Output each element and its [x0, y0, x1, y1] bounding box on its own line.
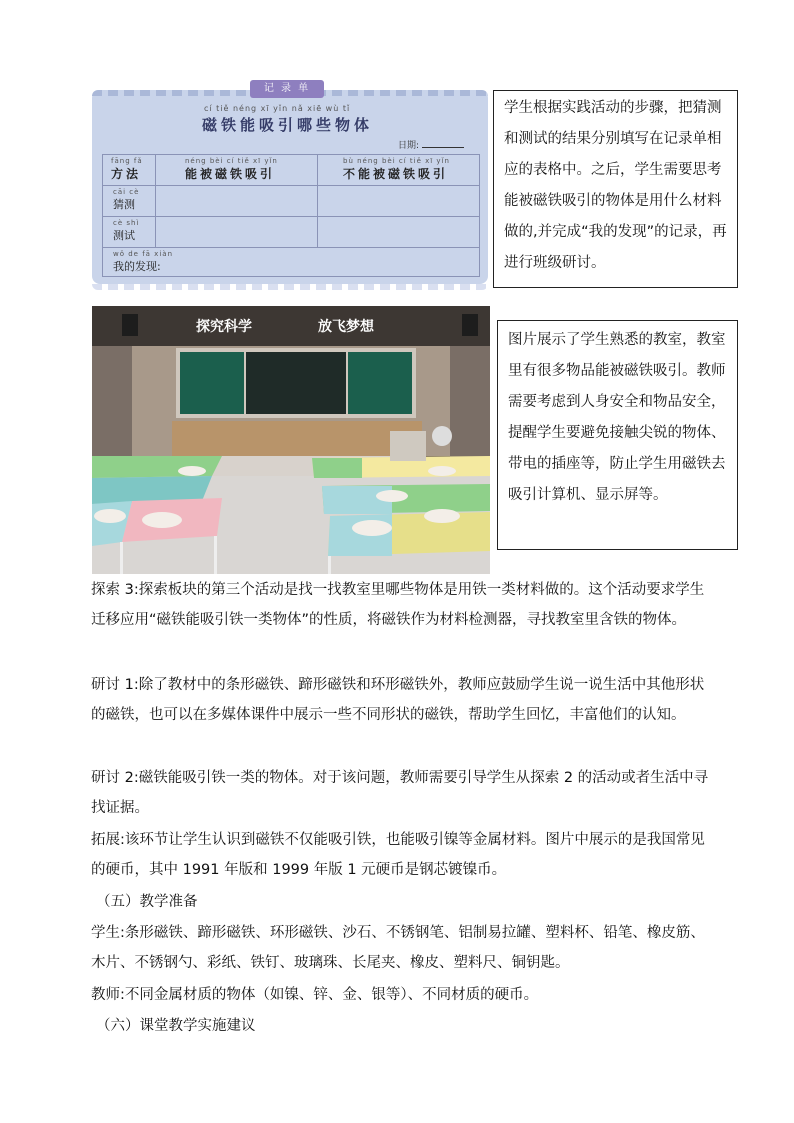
- col-divider-1: [155, 155, 156, 247]
- explanation-box-record: 学生根据实践活动的步骤，把猜测和测试的结果分别填写在记录单相应的表格中。之后，学生需要思考能被磁铁吸引的物体是用什么材料做的,并完成“我的发现”的记录，再进行班级研讨。: [493, 90, 738, 288]
- date-blank: [422, 147, 464, 148]
- title-pinyin: cí tiě néng xī yǐn nǎ xiē wù tǐ: [204, 104, 351, 113]
- row-test: cè shì 测试: [113, 219, 140, 242]
- banner-left-text: 探究科学: [196, 319, 252, 335]
- section-heading-implementation: （六）课堂教学实施建议: [96, 1018, 256, 1034]
- paragraph-explore-3: 探索 3:探索板块的第三个活动是找一找教室里哪些物体是用铁一类材料做的。这个活动要求学生迁移应用“磁铁能吸引铁一类物体”的性质，将磁铁作为材料检测器，寻找教室里含铁的物体。: [91, 582, 705, 628]
- row-divider-2: [103, 216, 479, 217]
- row-my-finding: wǒ de fā xiàn 我的发现:: [113, 250, 174, 273]
- header-can-attract: néng bèi cí tiě xī yǐn 能被磁铁吸引: [185, 157, 278, 181]
- row-guess: cāi cè 猜测: [113, 188, 140, 211]
- explanation-box-classroom: 图片展示了学生熟悉的教室，教室里有很多物品能被磁铁吸引。教师需要考虑到人身安全和物品安全，提醒学生要避免接触尖锐的物体、带电的插座等，防止学生用磁铁去吸引计算机、显示屏等。: [497, 320, 738, 550]
- date-label: 日期:: [398, 138, 464, 151]
- paragraph-extension: 拓展:该环节让学生认识到磁铁不仅能吸引铁，也能吸引镍等金属材料。图片中展示的是我国常见的硬币，其中 1991 年版和 1999 年版 1 元硬币是钢芯镀镍币。: [91, 832, 705, 878]
- record-table: [102, 154, 480, 277]
- classroom-illustration: [92, 306, 490, 574]
- header-method: fāng fǎ 方法: [111, 157, 143, 181]
- record-sheet-card: [92, 83, 488, 284]
- paragraph-discussion-1: 研讨 1:除了教材中的条形磁铁、蹄形磁铁和环形磁铁外，教师应鼓励学生说一说生活中其他形状的磁铁，也可以在多媒体课件中展示一些不同形状的磁铁，帮助学生回忆，丰富他们的认知。: [91, 677, 705, 723]
- card-bottom-stripe: [92, 284, 488, 290]
- record-sheet-title: 磁铁能吸引哪些物体: [202, 116, 374, 134]
- paragraph-student-materials: 学生:条形磁铁、蹄形磁铁、环形磁铁、沙石、不锈钢笔、铝制易拉罐、塑料杯、铅笔、橡皮筋、木片、不锈钢勺、彩纸、铁钉、玻璃珠、长尾夹、橡皮、塑料尺、铜钥匙。: [91, 925, 705, 971]
- section-heading-preparation: （五）教学准备: [96, 894, 198, 910]
- row-divider-3: [103, 247, 479, 248]
- paragraph-teacher-materials: 教师:不同金属材质的物体（如镍、锌、金、银等）、不同材质的硬币。: [91, 987, 539, 1003]
- col-divider-2: [317, 155, 318, 247]
- paragraph-discussion-2: 研讨 2:磁铁能吸引铁一类的物体。对于该问题，教师需要引导学生从探索 2 的活动或者生活中寻找证据。: [91, 770, 709, 816]
- row-divider-1: [103, 185, 479, 186]
- header-cannot-attract: bù néng bèi cí tiě xī yǐn 不能被磁铁吸引: [343, 157, 450, 181]
- classroom-photo: [92, 306, 490, 574]
- banner-right-text: 放飞梦想: [318, 319, 374, 335]
- record-sheet-tag: 记 录 单: [250, 80, 324, 98]
